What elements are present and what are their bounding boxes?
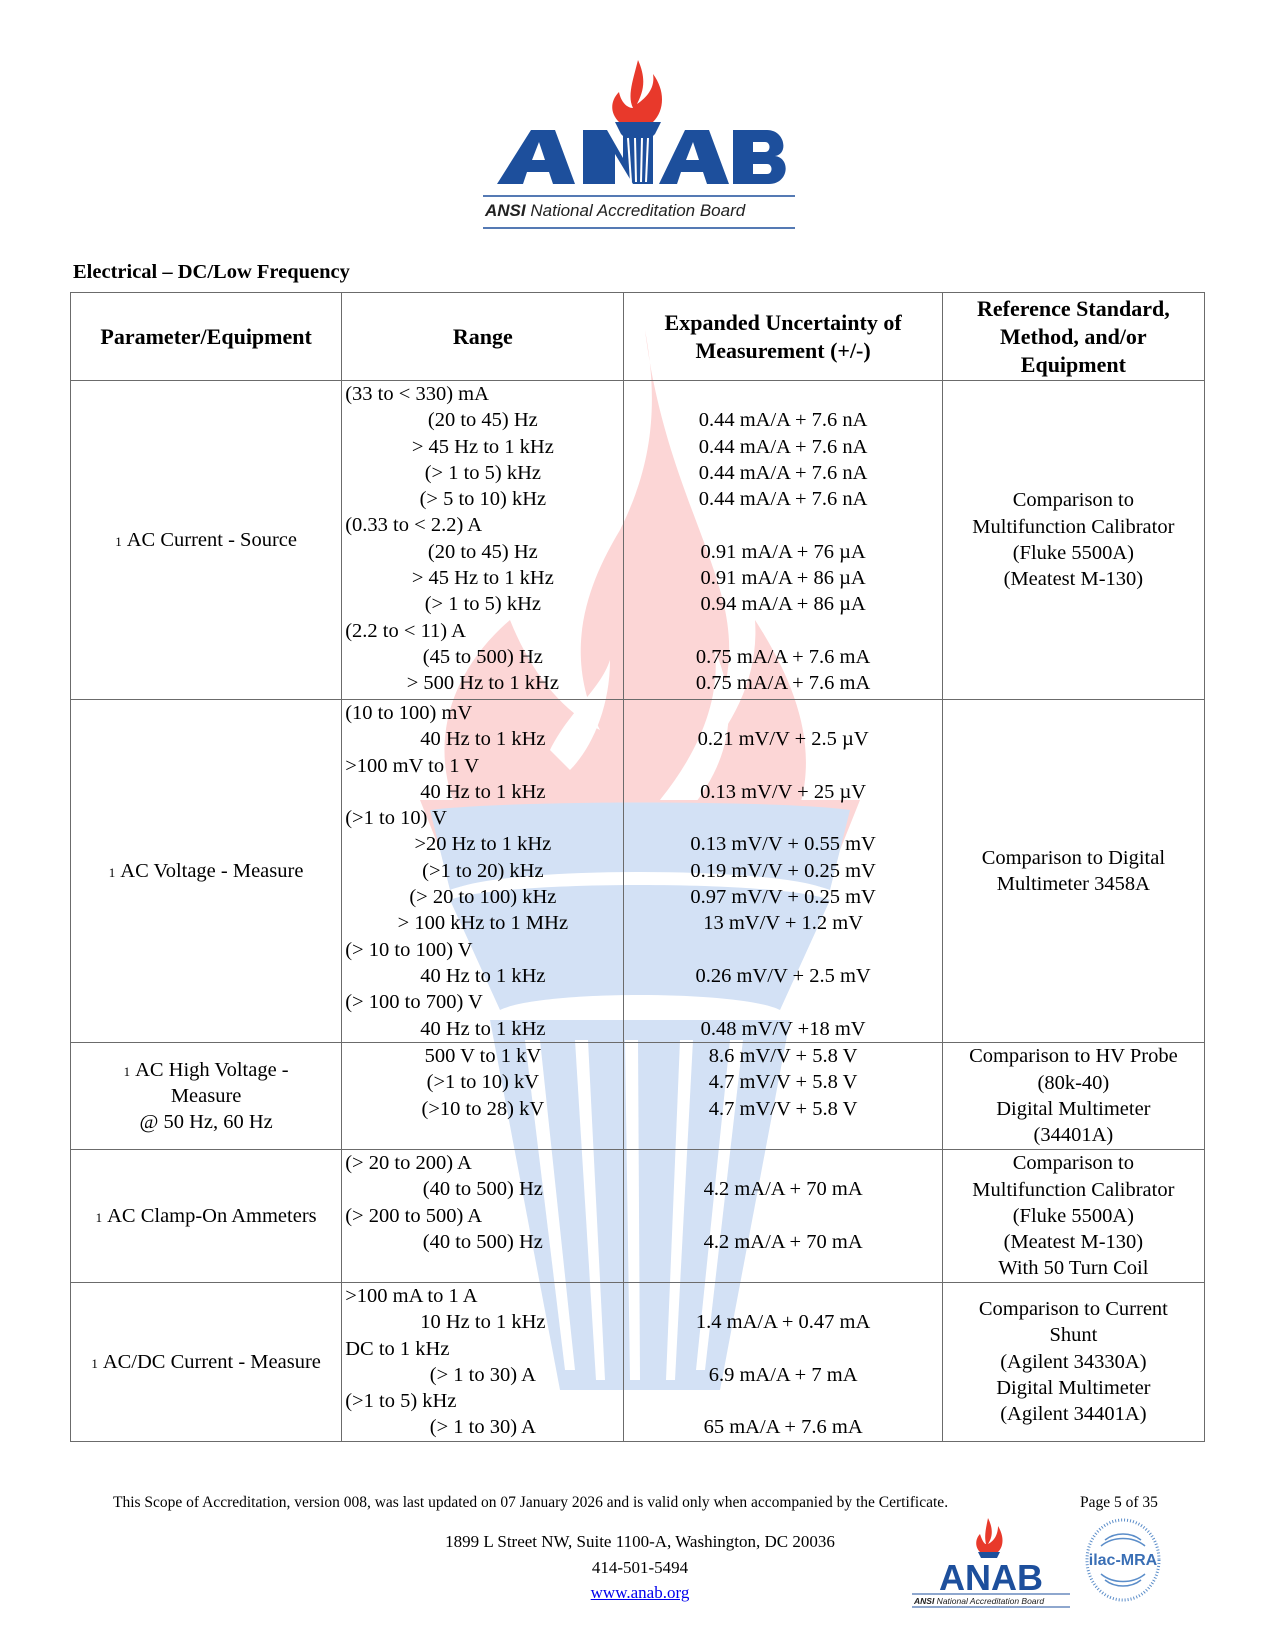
column-header-reference: Reference Standard, Method, and/or Equipment — [942, 293, 1204, 381]
tagline-rest: National Accreditation Board — [530, 201, 746, 220]
reference-cell — [942, 381, 1204, 700]
uncertainty-value — [624, 700, 941, 726]
uncertainty-value: 0.44 mA/A + 7.6 nA — [698, 461, 868, 484]
uncertainty-value — [624, 1203, 941, 1229]
uncertainty-value: 1.4 mA/A + 0.47 mA — [695, 1311, 871, 1334]
svg-text:ANSI National Accreditation Bo: ANSI National Accreditation Board — [914, 1596, 1045, 1606]
range-line: 40 Hz to 1 kHz — [420, 728, 546, 751]
uncertainty-value: 0.48 mV/V +18 mV — [700, 1017, 866, 1040]
range-cell — [342, 1043, 624, 1150]
uncertainty-value — [624, 1388, 941, 1414]
uncertainty-value: 4.2 mA/A + 70 mA — [703, 1178, 863, 1201]
parameter-cell — [71, 381, 342, 700]
reference-line: Comparison to HV Probe — [969, 1045, 1178, 1068]
uncertainty-value: 0.44 mA/A + 7.6 nA — [698, 409, 868, 432]
table-row — [71, 1283, 1205, 1442]
range-line: (20 to 45) Hz — [427, 409, 538, 432]
footer-website-link[interactable]: www.anab.org — [590, 1583, 690, 1602]
range-line: 40 Hz to 1 kHz — [420, 964, 546, 987]
reference-line: (Fluke 5500A) — [1012, 542, 1134, 564]
uncertainty-value — [624, 381, 941, 407]
reference-line: (Agilent 34330A) — [1000, 1350, 1147, 1373]
reference-line: Multimeter 3458A — [996, 873, 1150, 895]
table-header-row — [71, 293, 1205, 381]
reference-line: (80k-40) — [1037, 1071, 1110, 1094]
range-line: (>10 to 28) kV — [421, 1097, 545, 1120]
uncertainty-value — [624, 753, 941, 779]
range-line: (>1 to 20) kHz — [422, 859, 544, 882]
uncertainty-value — [624, 1336, 941, 1362]
range-line: > 45 Hz to 1 kHz — [411, 567, 554, 590]
table-row — [71, 1043, 1205, 1150]
uncertainty-cell — [624, 381, 942, 700]
uncertainty-value — [624, 618, 941, 644]
ilac-mra-logo — [1083, 1518, 1163, 1602]
uncertainty-value: 0.75 mA/A + 7.6 mA — [695, 672, 871, 695]
uncertainty-value: 0.44 mA/A + 7.6 nA — [698, 488, 868, 511]
uncertainty-value: 0.91 mA/A + 86 µA — [700, 567, 866, 590]
anab-wordmark — [497, 130, 786, 184]
range-line: 10 Hz to 1 kHz — [420, 1311, 546, 1334]
range-line: > 500 Hz to 1 kHz — [406, 672, 559, 695]
range-line: (> 20 to 200) A — [345, 1152, 472, 1174]
reference-line: (Agilent 34401A) — [1000, 1403, 1147, 1426]
range-line: (33 to < 330) mA — [345, 383, 489, 405]
reference-line: (Meatest M-130) — [1003, 568, 1144, 591]
uncertainty-value: 8.6 mV/V + 5.8 V — [708, 1045, 858, 1067]
reference-line: Comparison to Current — [978, 1298, 1168, 1321]
uncertainty-value — [624, 512, 941, 538]
footnote-marker: 1 — [108, 864, 116, 880]
parameter-text: @ 50 Hz, 60 Hz — [139, 1111, 273, 1134]
range-line: > 45 Hz to 1 kHz — [411, 435, 554, 458]
range-line: >100 mA to 1 A — [345, 1285, 478, 1307]
uncertainty-value: 0.97 mV/V + 0.25 mV — [690, 886, 876, 909]
parameter-text: AC Current - Source — [126, 528, 297, 551]
uncertainty-value: 65 mA/A + 7.6 mA — [703, 1416, 863, 1439]
table-row — [71, 700, 1205, 1043]
reference-line: Digital Multimeter — [996, 1377, 1151, 1400]
uncertainty-value: 0.13 mV/V + 25 µV — [700, 780, 867, 803]
range-line: 40 Hz to 1 kHz — [420, 780, 546, 803]
range-line: (>1 to 10) kV — [426, 1071, 540, 1094]
uncertainty-value: 0.91 mA/A + 76 µA — [700, 540, 866, 563]
range-line: (40 to 500) Hz — [422, 1178, 543, 1201]
parameter-text: AC Clamp-On Ammeters — [107, 1204, 317, 1227]
range-line: (10 to 100) mV — [345, 702, 473, 724]
uncertainty-value: 0.13 mV/V + 0.55 mV — [690, 833, 876, 856]
table-row — [71, 381, 1205, 700]
reference-cell — [942, 1283, 1204, 1442]
range-line: (> 1 to 5) kHz — [424, 461, 542, 484]
table-row — [71, 1150, 1205, 1283]
uncertainty-value — [624, 1283, 941, 1309]
uncertainty-value: 0.19 mV/V + 0.25 mV — [690, 859, 876, 882]
uncertainty-value — [624, 989, 941, 1015]
reference-cell — [942, 700, 1204, 1043]
range-line: (45 to 500) Hz — [422, 645, 543, 668]
uncertainty-value: 13 mV/V + 1.2 mV — [703, 912, 864, 935]
parameter-cell — [71, 1283, 342, 1442]
range-line: >20 Hz to 1 kHz — [414, 833, 552, 856]
svg-text:ilac-MRA: ilac-MRA — [1088, 1552, 1158, 1569]
svg-text:ANSI National Accreditation Bo — [484, 201, 746, 220]
range-line: >100 mV to 1 V — [345, 754, 480, 777]
uncertainty-cell — [624, 1283, 942, 1442]
torch-flame-icon — [612, 60, 662, 122]
uncertainty-cell — [624, 1043, 942, 1150]
range-cell — [342, 700, 624, 1043]
range-line: (20 to 45) Hz — [427, 540, 538, 563]
range-line: (> 1 to 30) A — [429, 1416, 536, 1439]
footnote-marker: 1 — [123, 1063, 131, 1079]
parameter-text: AC Voltage - Measure — [120, 859, 304, 882]
uncertainty-value — [624, 1150, 941, 1176]
reference-line: Multifunction Calibrator — [972, 515, 1175, 538]
parameter-text: Measure — [170, 1084, 242, 1107]
uncertainty-value — [624, 805, 941, 831]
footnote-marker: 1 — [95, 1209, 103, 1225]
reference-line: Multifunction Calibrator — [972, 1178, 1175, 1201]
parameter-text: AC/DC Current - Measure — [102, 1350, 321, 1373]
uncertainty-value: 0.44 mA/A + 7.6 nA — [698, 435, 868, 458]
range-line: (0.33 to < 2.2) A — [345, 514, 483, 537]
range-line: 500 V to 1 kV — [424, 1045, 542, 1067]
range-line: (> 1 to 30) A — [429, 1363, 536, 1386]
uncertainty-value: 6.9 mA/A + 7 mA — [708, 1363, 858, 1386]
range-cell — [342, 1150, 624, 1283]
parameter-text: AC High Voltage - — [135, 1058, 289, 1081]
reference-line: Shunt — [1049, 1324, 1098, 1347]
uncertainty-cell — [624, 700, 942, 1043]
range-line: (> 200 to 500) A — [345, 1204, 483, 1227]
uncertainty-cell — [624, 1150, 942, 1283]
uncertainty-value: 0.75 mA/A + 7.6 mA — [695, 645, 871, 668]
range-line: (> 10 to 100) V — [345, 938, 473, 961]
tagline-bold: ANSI — [485, 201, 526, 220]
reference-cell — [942, 1043, 1204, 1150]
reference-line: Comparison to — [1012, 489, 1135, 512]
range-line: (> 1 to 5) kHz — [424, 593, 542, 616]
column-header-parameter: Parameter/Equipment — [71, 293, 342, 381]
reference-line: (Fluke 5500A) — [1012, 1204, 1134, 1227]
parameter-cell — [71, 1150, 342, 1283]
range-line: (> 5 to 10) kHz — [419, 488, 547, 511]
column-header-uncertainty: Expanded Uncertainty of Measurement (+/-) — [624, 293, 942, 381]
range-line: (> 100 to 700) V — [345, 991, 483, 1014]
anab-footer-logo — [912, 1518, 1070, 1608]
uncertainty-value: 4.7 mV/V + 5.8 V — [708, 1071, 858, 1094]
range-line: (>1 to 10) V — [345, 807, 447, 830]
uncertainty-value — [624, 937, 941, 963]
uncertainty-value: 0.26 mV/V + 2.5 mV — [695, 964, 871, 987]
reference-line: (34401A) — [1033, 1124, 1114, 1147]
footer-logo-wordmark: ANAB — [939, 1557, 1043, 1598]
column-header-range: Range — [342, 293, 624, 381]
reference-cell — [942, 1150, 1204, 1283]
range-line: (2.2 to < 11) A — [345, 619, 466, 642]
range-line: DC to 1 kHz — [345, 1337, 450, 1360]
section-title: Electrical – DC/Low Frequency — [73, 261, 350, 283]
range-line: (>1 to 5) kHz — [345, 1390, 457, 1413]
range-line: 40 Hz to 1 kHz — [420, 1017, 546, 1040]
page-number: Page 5 of 35 — [1080, 1494, 1158, 1511]
reference-line: With 50 Turn Coil — [998, 1257, 1149, 1280]
uncertainty-value: 0.94 mA/A + 86 µA — [700, 593, 866, 616]
reference-line: (Meatest M-130) — [1003, 1231, 1144, 1254]
footer-address: 1899 L Street NW, Suite 1100-A, Washington, DC 20036 — [445, 1532, 835, 1551]
reference-line: Digital Multimeter — [996, 1098, 1151, 1120]
parameter-cell — [71, 1043, 342, 1150]
range-line: > 100 kHz to 1 MHz — [397, 912, 569, 935]
uncertainty-value: 4.2 mA/A + 70 mA — [703, 1230, 863, 1253]
range-line: (> 20 to 100) kHz — [409, 886, 557, 909]
anab-logo — [483, 58, 795, 234]
uncertainty-value: 0.21 mV/V + 2.5 µV — [697, 728, 869, 751]
scope-table — [70, 292, 1205, 1442]
reference-line: Comparison to — [1012, 1152, 1135, 1175]
reference-line: Comparison to Digital — [981, 846, 1166, 869]
footnote-marker: 1 — [115, 533, 122, 549]
range-line: (40 to 500) Hz — [422, 1230, 543, 1253]
range-cell — [342, 1283, 624, 1442]
footer-phone: 414-501-5494 — [591, 1558, 689, 1577]
range-cell — [342, 381, 624, 700]
footer-note: This Scope of Accreditation, version 008, was last updated on 07 January 2026 and is valid only when accompanied by the Certificate. — [113, 1494, 949, 1511]
footnote-marker: 1 — [91, 1355, 98, 1371]
parameter-cell — [71, 700, 342, 1043]
uncertainty-value: 4.7 mV/V + 5.8 V — [708, 1097, 858, 1120]
